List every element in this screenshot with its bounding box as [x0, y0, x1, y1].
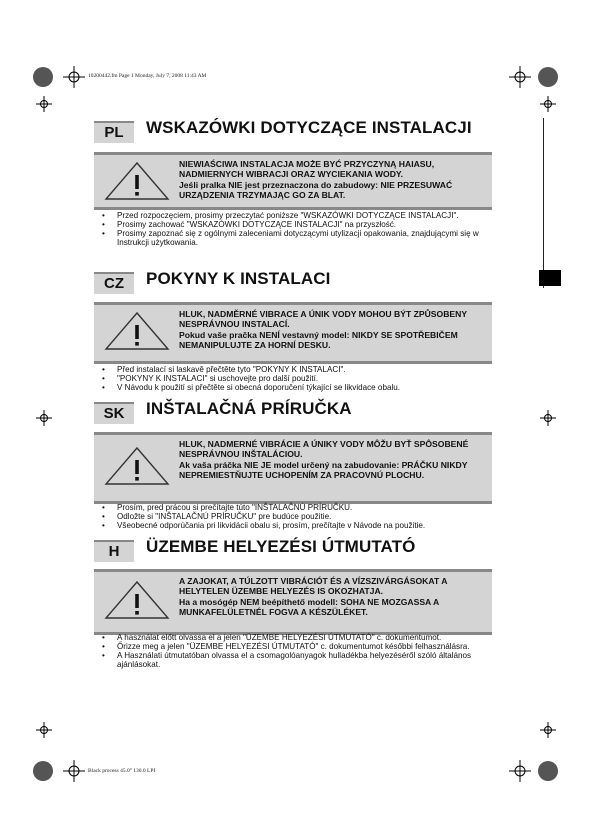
crosshair-mark-left-2: [36, 410, 52, 426]
warning-line: Jeśli pralka NIE jest przeznaczona do zabudowy: NIE PRZESUWAĆ URZĄDZENIA TRZYMAJĄC GO ZA BLAT.: [179, 179, 453, 201]
instruction-list: [102, 504, 494, 531]
warning-triangle-icon: [104, 161, 170, 201]
warning-banner: [94, 569, 492, 635]
crosshair-mark-bottom-left: [63, 760, 85, 782]
warning-line: Pokud vaše pračka NENÍ vestavný model: NIKDY SE SPOTŘEBIČEM NEMANIPULUJTE ZA HORNÍ DESKU.: [179, 329, 458, 351]
registration-mark-top-left: [32, 66, 54, 88]
crosshair-mark-top-left: [63, 66, 85, 88]
warning-banner: [94, 302, 492, 364]
language-code: H: [94, 540, 134, 562]
list-item: • Őrizze meg a jelen "ÜZEMBE HELYEZÉSI ÚTMUTATÓ" c. dokumentumot későbbi felhasználásra.: [102, 643, 494, 652]
section-title: INŠTALAČNÁ PRÍRUČKA: [146, 399, 352, 418]
header-print-info: 10200442.fm Page 1 Monday, July 7, 2008 11:43 AM: [88, 73, 207, 79]
instruction-list: [102, 634, 494, 670]
list-item: • Prosím, pred prácou si prečítajte túto "INŠTALAČNÚ PRÍRUČKU.: [102, 504, 494, 513]
list-item: • Odložte si "INŠTALAČNÚ PRÍRUČKU" pre budúce použitie.: [102, 513, 494, 522]
warning-line: A ZAJOKAT, A TÚLZOTT VIBRÁCIÓT ÉS A VÍZSZIVÁRGÁSOKAT A HELYTELEN ÜZEMBE HELYEZÉS IS OKOZHATJA.: [179, 576, 448, 597]
list-item: • A használat előtt olvassa el a jelen "ÜZEMBE HELYEZÉSI ÚTMUTATÓ" c. dokumentumot.: [102, 634, 494, 643]
margin-tab-rule: [543, 118, 544, 288]
section-title: ÜZEMBE HELYEZÉSI ÚTMUTATÓ: [146, 537, 416, 556]
warning-line: Ak vaša práčka NIE JE model určený na zabudovanie: PRÁČKU NIKDY NEPREMIESTŇUJTE UCHOPENÍM ZA PRACOVNÚ PLOCHU.: [179, 459, 468, 481]
list-item: • "POKYNY K INSTALACI" si uschovejte pro další použití.: [102, 375, 494, 384]
section-title: POKYNY K INSTALACI: [146, 269, 331, 288]
list-item: • Przed rozpoczęciem, prosimy przeczytać poniższe "WSKAZÓWKI DOTYCZĄCE INSTALACJI".: [102, 212, 494, 221]
warning-text: [179, 576, 487, 618]
warning-line: HLUK, NADMĚRNÉ VIBRACE A ÚNIK VODY MOHOU BÝT ZPŮSOBENY NESPRÁVNOU INSTALACÍ.: [179, 309, 467, 330]
crosshair-mark-right-3: [540, 722, 556, 738]
warning-line: Ha a mosógép NEM beépíthető modell: SOHA NE MOZGASSA A MUNKAFELÜLETNÉL FOGVA A KÉSZÜLÉKET.: [179, 596, 439, 618]
list-item: • Před instalací si laskavě přečtěte tyto "POKYNY K INSTALACI".: [102, 366, 494, 375]
warning-triangle-icon: [104, 446, 170, 486]
section-title: WSKAZÓWKI DOTYCZĄCE INSTALACJI: [146, 118, 472, 137]
warning-triangle-icon: [104, 580, 170, 620]
margin-tab-marker: [539, 270, 561, 286]
footer-print-info: Black process 45.0° 130.0 LPI: [88, 768, 156, 774]
list-item: • Všeobecné odporúčania pri likvidácii obalu si, prosím, prečítajte v Návode na použitie.: [102, 522, 494, 531]
crosshair-mark-bottom-right: [509, 760, 531, 782]
list-item: • V Návodu k použití si přečtěte si obecná doporučení týkající se likvidace obalu.: [102, 384, 494, 393]
crosshair-mark-left-1: [36, 96, 52, 112]
warning-text: [179, 439, 487, 481]
warning-triangle-icon: [104, 311, 170, 351]
instruction-list: [102, 366, 494, 393]
list-item: • Prosimy zapoznać się z ogólnymi zaleceniami dotyczącymi utylizacji opakowania, znajdującymi się w Instrukcji użytkowania.: [102, 230, 494, 248]
list-item: • Prosimy zachować "WSKAZÓWKI DOTYCZĄCE INSTALACJI" na przyszłość.: [102, 221, 494, 230]
language-code: SK: [94, 402, 134, 424]
warning-line: NIEWIAŚCIWA INSTALACJA MOŻE BYĆ PRZYCZYNĄ HAIASU, NADMIERNYCH WIBRACJI ORAZ WYCIEKANIA WODY.: [179, 159, 435, 180]
registration-mark-bottom-right: [537, 760, 559, 782]
warning-text: [179, 159, 487, 201]
crosshair-mark-right-2: [540, 410, 556, 426]
language-code: PL: [94, 121, 134, 143]
crosshair-mark-top-right: [509, 66, 531, 88]
instruction-list: [102, 212, 494, 248]
crosshair-mark-left-3: [36, 722, 52, 738]
warning-text: [179, 309, 487, 351]
warning-line: HLUK, NADMERNÉ VIBRÁCIE A ÚNIKY VODY MÔŽU BYŤ SPÔSOBENÉ NESPRÁVNOU INŠTALÁCIOU.: [179, 439, 469, 460]
warning-banner: [94, 152, 492, 210]
list-item: • A Használati útmutatóban olvassa el a csomagolóanyagok hulladékba helyezéséről szóló általános ajánlásokat.: [102, 652, 494, 670]
registration-mark-bottom-left: [32, 760, 54, 782]
language-code: CZ: [94, 272, 134, 294]
registration-mark-top-right: [537, 66, 559, 88]
crosshair-mark-right-1: [540, 96, 556, 112]
warning-banner: [94, 432, 492, 504]
